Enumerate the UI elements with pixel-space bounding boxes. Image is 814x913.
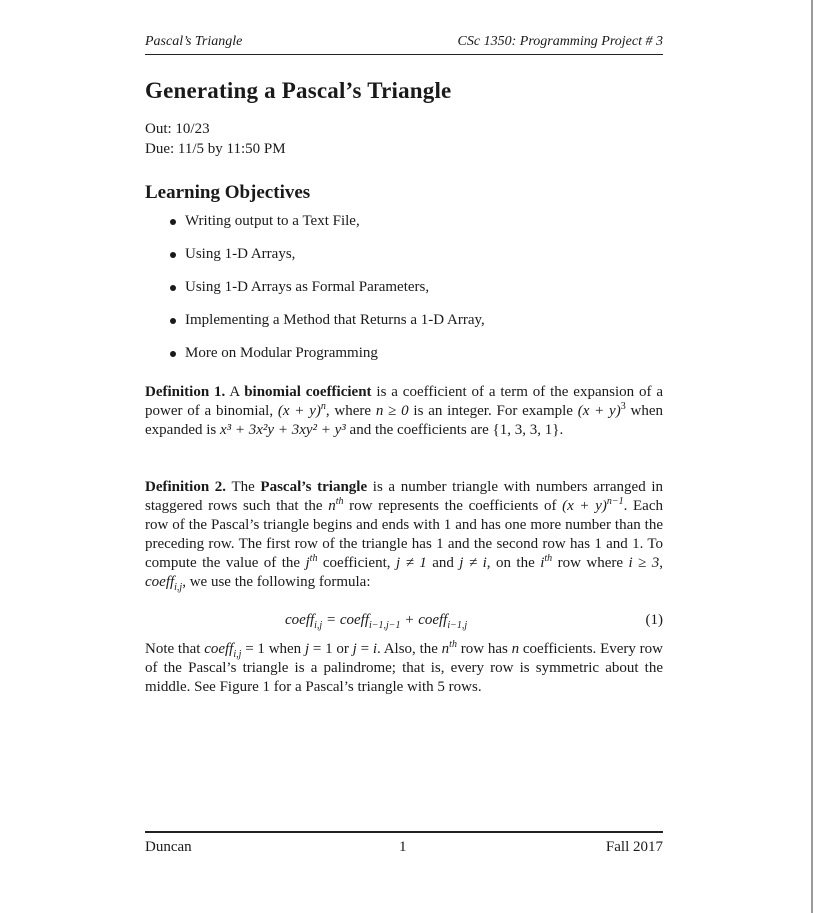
header-right: CSc 1350: Programming Project # 3 bbox=[457, 34, 663, 49]
page-edge bbox=[811, 0, 813, 913]
list-item: Using 1-D Arrays, bbox=[165, 246, 485, 279]
list-item: More on Modular Programming bbox=[165, 345, 485, 378]
footer-author: Duncan bbox=[145, 839, 192, 855]
footer-term: Fall 2017 bbox=[605, 839, 663, 855]
bullet-icon bbox=[170, 252, 176, 258]
running-header bbox=[145, 34, 663, 56]
definition-2: Definition 2. The Pascal’s triangle is a number triangle with numbers arranged in staggered rows such that the $n^{th}$ row represents the coefficients of $(x + y)^{n-1}$. Each row of the Pascal’s triangle begins and ends with 1 and has one more number than the preceding row. The first row of the triangle has 1 and the second row has 1 and 1. To compute the value of the $j^{th}$ coefficient, j ≠ 1 and j ≠ i, on the $i^{th}$ row where i ≥ 3, coeff$_{i,j}$, we use the following formula: bbox=[145, 479, 663, 593]
equation-body: coeff$_{i,j}$ = coeff$_{i-1,j-1}$ + coeff$_{i-1,j}$ bbox=[285, 612, 468, 631]
footer-rule bbox=[145, 831, 663, 833]
objectives-list bbox=[165, 213, 485, 378]
document-title: Generating a Pascal’s Triangle bbox=[145, 78, 452, 103]
header-left: Pascal’s Triangle bbox=[145, 34, 243, 49]
bullet-icon bbox=[170, 351, 176, 357]
equation-1 bbox=[145, 612, 663, 632]
list-item: Using 1-D Arrays as Formal Parameters, bbox=[165, 279, 485, 312]
bullet-icon bbox=[170, 219, 176, 225]
list-item: Writing output to a Text File, bbox=[165, 213, 485, 246]
definition-1: Definition 1. A binomial coefficient is a coefficient of a term of the expansion of a power of a binomial, $(x + y)^n$, where n ≥ 0 is an integer. For example $(x + y)^3$ when expanded is x³ + 3x²y + 3xy² + y³ and the coefficients are {1, 3, 3, 1}. bbox=[145, 384, 663, 438]
objectives-heading: Learning Objectives bbox=[145, 182, 311, 203]
header-rule bbox=[145, 54, 663, 55]
bullet-icon bbox=[170, 285, 176, 291]
bullet-icon bbox=[170, 318, 176, 324]
page-number: 1 bbox=[399, 839, 407, 855]
list-item: Implementing a Method that Returns a 1-D Array, bbox=[165, 312, 485, 345]
equation-number: (1) bbox=[645, 612, 663, 628]
due-date: Due: 11/5 by 11:50 PM bbox=[145, 141, 286, 157]
out-date: Out: 10/23 bbox=[145, 121, 210, 137]
note-paragraph: Note that coeff$_{i,j}$ = 1 when j = 1 or j = i. Also, the $n^{th}$ row has n coefficients. Every row of the Pascal’s triangle is a palindrome; that is, every row is symmetric about the middle. See Figure 1 for a Pascal’s triangle with 5 rows. bbox=[145, 639, 663, 695]
